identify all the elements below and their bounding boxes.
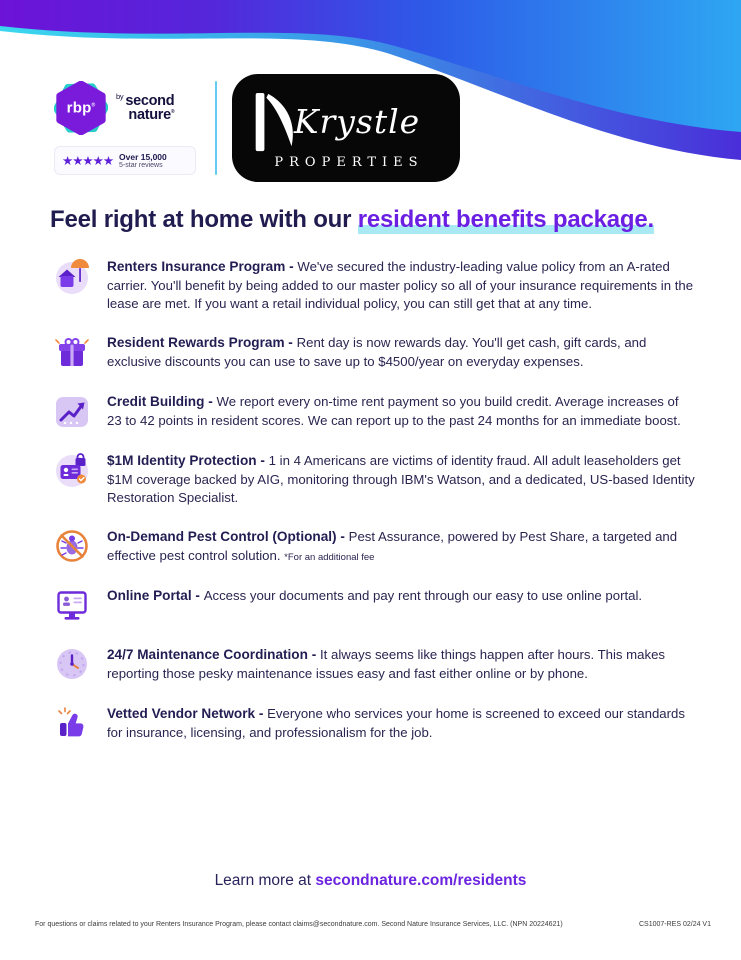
benefit-title: $1M Identity Protection - <box>107 453 269 469</box>
page-title: Feel right at home with our resident benefits package. <box>50 206 654 233</box>
rating-card <box>54 146 196 175</box>
list-item <box>52 646 695 684</box>
benefit-title: Resident Rewards Program - <box>107 335 297 351</box>
logo-row <box>54 74 460 182</box>
credit-chart-icon <box>52 391 92 431</box>
thumbs-up-icon <box>52 703 92 743</box>
residents-url-link[interactable]: secondnature.com/residents <box>315 872 527 889</box>
rating-count: Over 15,000 <box>119 152 167 162</box>
fine-print <box>35 921 711 928</box>
benefit-description: We've secured the industry-leading value policy from an A-rated carrier. You'll benefit by being added to our master policy so all of your insurance requirements in the lease are met. If you want a retail individual policy, you can still get that at any time. <box>107 259 694 311</box>
benefit-description: We report every on-time rent payment so you build credit. Average increases of 23 to 42 points in resident scores. We can report up to the past 24 months for an immediate boost. <box>107 394 681 428</box>
benefit-description: Pest Assurance, powered by Pest Share, a targeted and effective pest control solution. <box>107 529 678 564</box>
online-portal-icon <box>52 585 92 625</box>
headline-highlight: resident benefits package. <box>357 206 654 233</box>
list-item <box>52 528 695 566</box>
list-item <box>52 393 695 431</box>
learn-more-line: Learn more at secondnature.com/residents <box>214 872 527 889</box>
list-item <box>52 334 695 372</box>
logo-divider <box>215 81 217 175</box>
umbrella-house-icon <box>52 256 92 296</box>
gift-box-icon <box>52 332 92 372</box>
benefit-title: On-Demand Pest Control (Optional) - <box>107 529 349 545</box>
benefit-text <box>107 705 695 742</box>
five-stars-icon: ★★★★★ <box>62 154 114 168</box>
second-nature-wordmark: $^{by}$ second nature® <box>116 92 175 123</box>
rbp-logo-icon <box>54 81 108 135</box>
benefit-text <box>107 587 695 606</box>
benefit-description: Everyone who services your home is screened to exceed our standards for insurance, licensing, and professionalism for the job. <box>107 706 685 741</box>
benefit-description: Rent day is now rewards day. You'll get cash, gift cards, and exclusive discounts you can use to save up to $4500/year on everyday expenses. <box>107 335 647 369</box>
krystle-properties-logo <box>232 74 460 182</box>
rbp-logo-text: rbp® <box>66 99 96 117</box>
list-item <box>52 452 695 507</box>
benefit-text <box>107 334 695 371</box>
clock-icon <box>52 644 92 684</box>
benefit-text <box>107 646 695 683</box>
benefit-text <box>107 393 695 430</box>
id-lock-icon <box>52 450 92 490</box>
benefit-text <box>107 452 695 507</box>
benefit-description: 1 in 4 Americans are victims of identity fraud. All adult leaseholders get $1M coverage backed by AIG, monitoring through IBM's Watson, and a dedicated, US-based Identity Restoration Specialist. <box>107 453 695 506</box>
benefits-list <box>52 258 695 743</box>
rbp-brand-block <box>54 81 200 175</box>
rating-caption: 5-star reviews <box>119 162 163 169</box>
no-pest-icon <box>52 526 92 566</box>
benefit-description: It always seems like things happen after hours. This makes reporting those pesky maintenance issues easy and fast either online or by phone. <box>107 647 665 682</box>
partner-subtitle: PROPERTIES <box>274 154 424 170</box>
benefit-description: Access your documents and pay rent through our easy to use online portal. <box>203 588 643 604</box>
list-item <box>52 587 695 625</box>
document-code: CS1007-RES 02/24 V1 <box>639 921 711 928</box>
benefit-text <box>107 528 695 565</box>
benefit-text <box>107 258 695 313</box>
benefit-title: Online Portal - <box>107 588 204 604</box>
header-wave-banner <box>0 0 741 190</box>
benefit-title: Vetted Vendor Network - <box>107 706 268 722</box>
list-item <box>52 258 695 313</box>
list-item <box>52 705 695 743</box>
insurance-disclaimer: For questions or claims related to your Renters Insurance Program, please contact claims@secondnature.com. Second Nature Insurance Services, LLC. (NPN 20224621) <box>35 921 563 928</box>
benefit-note: *For an additional fee <box>284 552 375 564</box>
benefit-title: 24/7 Maintenance Coordination - <box>107 647 320 663</box>
benefit-title: Credit Building - <box>107 394 217 410</box>
benefit-title: Renters Insurance Program - <box>107 259 298 274</box>
partner-name: Krystle <box>293 102 421 141</box>
